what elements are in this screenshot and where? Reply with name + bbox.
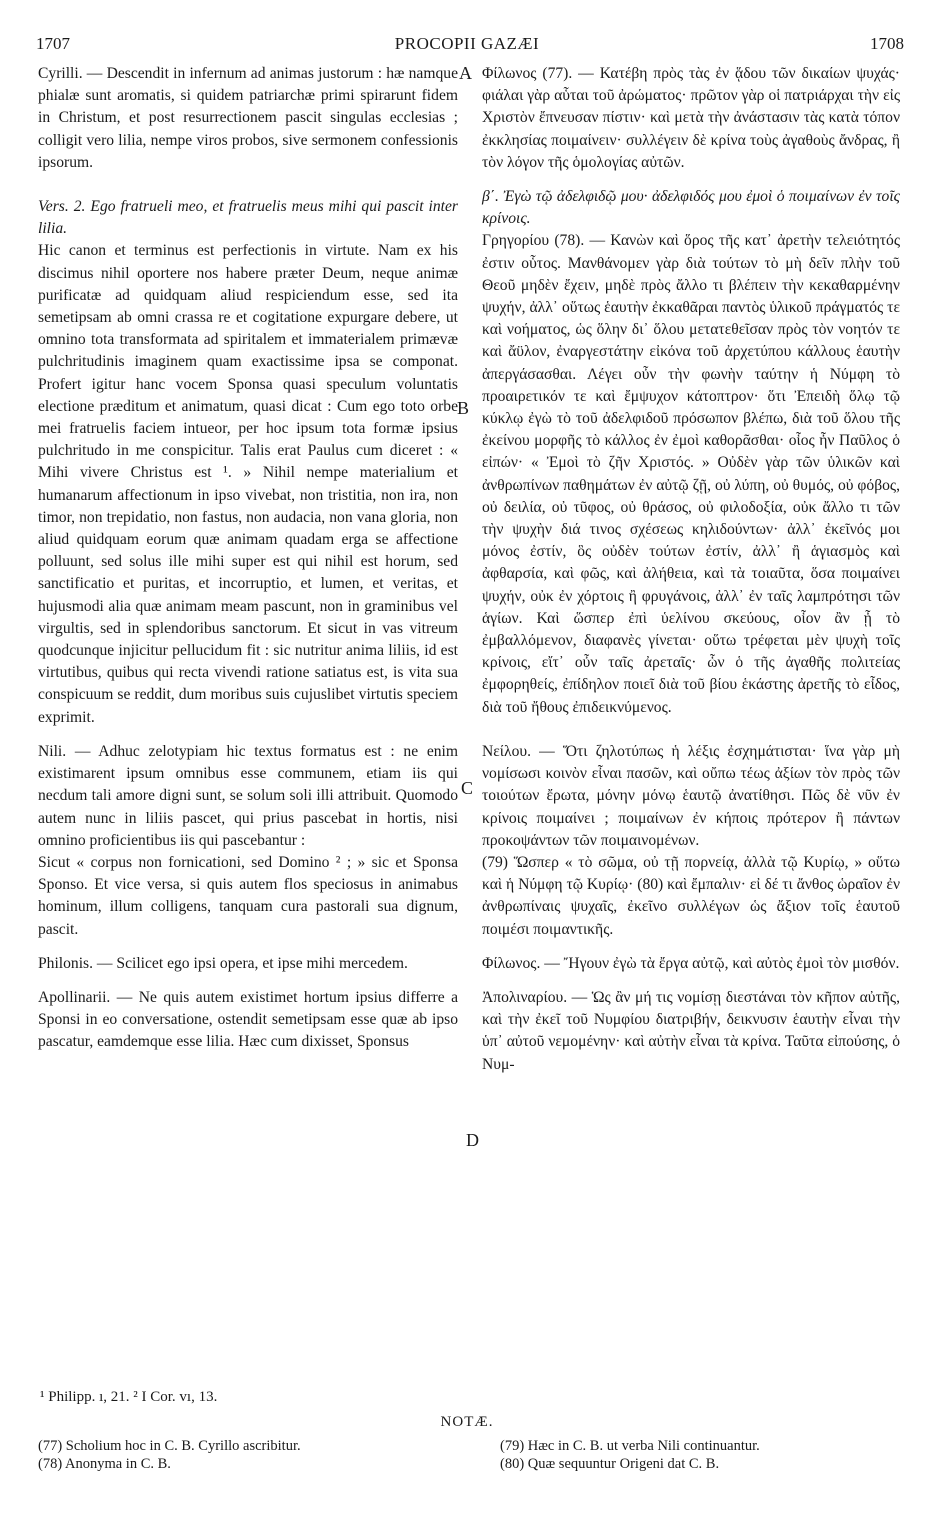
margin-letter-c: C	[461, 778, 474, 798]
paragraph-cyrilli: Cyrilli. — Descendit in infernum ad animas justorum : hæ namque phialæ sunt aromatis, si quidem patriarchæ primi spirarunt fidem in Christum, et post resurrectionem pascit singulas ecclesias ; colligit vero lilia, nempe viros probos, sive sermonem confessionis ipsorum.	[38, 65, 458, 171]
greek-column	[482, 63, 900, 1076]
margin-letter-d: D	[466, 1130, 479, 1150]
paragraph-canon: Hic canon et terminus est perfectionis in virtute. Nam ex his discimus nihil oportere nos habere præter Deum, neque animæ purificatæ ad quidquam aliud respiciendum esse, sed ita semetipsam ab omni crassa re et cogitatione expurgare debere, ut omnino tota transformata ad spiritalem et immaterialem primævæ pulchritudinis imaginem quam exactissime ipsa se componat. Profert igitur hanc vocem Sponsa quasi speculum voluntatis electione præditum et animatum, quasi dicat : Cum ego toto orbe mei fratruelis faciem intueor, per hoc ipsum tota formæ ipsius pulchritudo in me conspicitur. Talis erat Paulus cum diceret : « Mihi vivere Christus est ¹. » Nihil nempe materialium et humanarum affectionum in ipso vivebat, non tristitia, non ira, non timor, non trepidatio, non fastus, non audacia, non vana gloria, non aliud quidquam eorum quæ animam quadam erga se affectione polluunt, sed solus ille mihi super est qui nihil est horum, sed sanctificatio et puritas, et incorruptio, et lumen, et veritas, et hujusmodi alia quæ animam meam pascunt, non in graminibus vel virgultis, sed in splendoribus sanctorum. Et sicut in vas vitreum quodcunque injicitur pellucidum fit : sic nutritur anima liliis, id est virtutibus, quibus qui recta vivendi ratione satiatus est, is vita sua conspicuum se reddit, dum moribus suis cujuslibet virtutis speciem exprimit.	[38, 242, 458, 726]
note-77: (77) Scholium hoc in C. B. Cyrillo ascribitur.	[38, 1438, 301, 1454]
notes-left	[38, 1437, 478, 1473]
notae-title: NOTÆ.	[440, 1414, 494, 1430]
note-79: (79) Hæc in C. B. ut verba Nili continuantur.	[500, 1438, 760, 1454]
verse-heading-greek: β΄. Ἐγὼ τῷ ἀδελφιδῷ μου· ἀδελφιδός μου ἐμοὶ ὁ ποιμαίνων ἐν τοῖς κρίνοις.	[482, 188, 900, 228]
page-number-right: 1708	[870, 34, 904, 53]
paragraph-philonos-2: Φίλωνος. — Ἤγουν ἐγὼ τὰ ἔργα αὐτῷ, καὶ αὐτὸς ἐμοὶ τὸν μισθόν.	[482, 954, 900, 972]
paragraph-79: (79) Ὥσπερ « τὸ σῶμα, οὐ τῇ πορνείᾳ, ἀλλὰ τῷ Κυρίῳ, » οὕτω καὶ ἡ Νύμφη τῷ Κυρίῳ· (80) καὶ ἔμπαλιν· εἰ δέ τι ἄνθος ὡραῖον ἐν ἀνθρωπίναις ψυχαῖς, ἐκεῖνο συλλέγων ὡς ἄξιον τοῖς ἑαυτοῦ ποιμέσι ποιμαντικῆς.	[482, 853, 900, 938]
paragraph-philonos: Φίλωνος (77). — Κατέβη πρὸς τὰς ἐν ᾅδου τῶν δικαίων ψυχάς· φιάλαι γὰρ αὗται τοῦ ἀρώματος· πρῶτον γὰρ οἱ πατριάρχαι τὴν εἰς Χριστὸν ἔπνευσαν πίστιν· καὶ μετὰ τὴν ἀνάστασιν τὰς κατὰ τόπον ἐκκλησίας ποιμαίνειν· συλλέγειν δὲ κρίνα τοὺς ἀγαθοὺς ἄνδρας, ἢ τὸν λόγον τῆς ὁμολογίας αὐτῶν.	[482, 65, 900, 171]
margin-letter-b: B	[457, 398, 470, 418]
running-title: PROCOPII GAZÆI	[394, 34, 540, 53]
note-80: (80) Quæ sequuntur Origeni dat C. B.	[500, 1456, 720, 1472]
notes-right	[500, 1437, 920, 1473]
footnote: ¹ Philipp. ı, 21. ² I Cor. vı, 13.	[40, 1389, 218, 1405]
page-number-left: 1707	[36, 34, 70, 53]
paragraph-gregoriou: Γρηγορίου (78). — Κανὼν καὶ ὅρος τῆς κατ᾽ ἀρετὴν τελειότητός ἐστιν οὗτος. Μανθάνομεν γὰρ διὰ τούτων τὸ μὴ δεῖν πλὴν τοῦ Θεοῦ μηδὲν ἔχειν, μηδὲ πρὸς ἄλλο τι βλέπειν τὴν κεκαθαρμένην ψυχήν, ἀλλ᾽ οὕτως ἑαυτὴν ἐκκαθᾶραι παντὸς ὑλικοῦ πράγματός τε καὶ νοήματος, ὡς ὅλην δι᾽ ὅλου μετατεθεῖσαν πρὸς τὸν νοητόν τε καὶ ἄϋλον, ἐναργεστάτην εἰκόνα τοῦ ἀρχετύπου κάλλους ἑαυτὴν ἀπεργάσασθαι. Λέγει οὖν τὴν φωνὴν ταύτην ἡ Νύμφη τὸ προαιρετικόν τε καὶ ἔμψυχον κάτοπτρον· ὅτι Ἐπειδὴ ὅλῳ τῷ κύκλῳ ἐγὼ τὸ τοῦ ἀδελφιδοῦ πρόσωπον βλέπω, διὰ τοῦ ὅλου τῆς ἐκείνου μορφῆς τὸ κάλλος ἐν ἐμοὶ καθορᾶσθαι· οἷος ἦν Παῦλος ὁ εἰπών· « Ἐμοὶ τὸ ζῆν Χριστός. » Οὐδὲν γὰρ τῶν ὑλικῶν καὶ ἀνθρωπίνων παθημάτων ἐν αὐτῷ ζῇ, οὐ λύπη, οὐ θυμός, οὐ φόβος, οὐ δειλία, οὐ τῦφος, οὐ θράσος, οὐ φιλοδοξία, οὐκ ἄλλο τι τῶν τὴν ψυχὴν διά τινος σχέσεως κηλιδούντων· ἀλλ᾽ ἐκεῖνός μοι μόνος ἐστίν, ὃς οὐδὲν τούτων ἐστίν, ἀλλ᾽ ἢ ἁγιασμὸς καὶ ἀφθαρσία, καὶ φῶς, καὶ ἀλήθεια, καὶ τὰ τοιαῦτα, ὅσα ποιμαίνει ψυχήν, οὐκ ἐν χόρτοις ἢ φρυγάνοις, ἀλλ᾽ ἐν ταῖς λαμπρότησι τῶν ἁγίων. Καὶ ὥσπερ ἐπὶ ὑελίνου σκεύους, οἷον ἂν ᾖ τὸ ἐμβαλλόμενον, διαφανὲς γίνεται· οὕτω τρέφεται μὲν ψυχὴ τοῖς κρίνοις, εἴτ᾽ οὖν ταῖς ἀρεταῖς· ὧν ὁ τῆς ἀγαθῆς πολιτείας ἐμφορηθείς, ἐπίδηλον ποιεῖ διὰ τοῦ βίου ἑκάστης ἀρετῆς τὸ εἶδος, διὰ τοῦ ἤθους ἐπιδεικνύμενος.	[482, 232, 900, 716]
paragraph-apolinariou: Ἀπολιναρίου. — Ὡς ἂν μή τις νομίσῃ διεστάναι τὸν κῆπον αὐτῆς, καὶ τὴν ἐκεῖ τοῦ Νυμφίου διατριβήν, δεικνυσιν ἑαυτὴν εἶναι τὴν ὑπ᾽ αὐτοῦ νεμομένην· καὶ αὐτὴν εἶναι τὰ κρίνα. Ταῦτα εἰπούσης, ὁ Νυμ-	[482, 988, 900, 1073]
latin-column	[38, 63, 458, 1054]
page-header	[0, 34, 934, 58]
paragraph-neilou: Νείλου. — Ὅτι ζηλοτύπως ἡ λέξις ἐσχημάτισται· ἵνα γὰρ μὴ νομίσωσι κοινὸν εἶναι πασῶν, καὶ οὔπω τέως ἀξίων τὸν πρὸς τῶν τοιούτων ἔρωτα, μόνην μόνῳ ἑαυτῷ ἀνατίθησι. Πῶς δὲ νῦν ἐν κρίνοις ποιμαίνει ; ποιμαίνων ἐν κήποις πρότερον ἢ πάντων προκοψάντων τῶν ποιμαινομένων.	[482, 742, 900, 849]
paragraph-philonis: Philonis. — Scilicet ego ipsi opera, et ipse mihi mercedem.	[38, 954, 408, 972]
paragraph-nili: Nili. — Adhuc zelotypiam hic textus formatus est : ne enim existimarent ipsum omnibus esse communem, etiam iis qui necdum tali amore digni sunt, se solum soli illi attribuit. Quomodo autem nunc in liliis pascet, qui prius pascebat in hortis, nisi omnino proficientibus iis qui pascebantur :	[38, 742, 458, 849]
verse-heading-latin: Vers. 2. Ego fratrueli meo, et fratruelis meus mihi qui pascit inter lilia.	[38, 198, 458, 238]
note-78: (78) Anonyma in C. B.	[38, 1456, 171, 1472]
paragraph-apollinarii: Apollinarii. — Ne quis autem existimet hortum ipsius differre a Sponsi in eo conversatione, ostendit semetipsam esse quæ ab ipso pascatur, eamdemque esse lilia. Hæc cum dixisset, Sponsus	[38, 988, 458, 1051]
paragraph-sicut: Sicut « corpus non fornicationi, sed Domino ² ; » sic et Sponsa Sponso. Et vice versa, si quis autem flos speciosus in animabus hominum, illum colligens, tanquam cura pastorali sua dignum, pascit.	[38, 853, 458, 938]
margin-letter-a: A	[459, 63, 472, 83]
